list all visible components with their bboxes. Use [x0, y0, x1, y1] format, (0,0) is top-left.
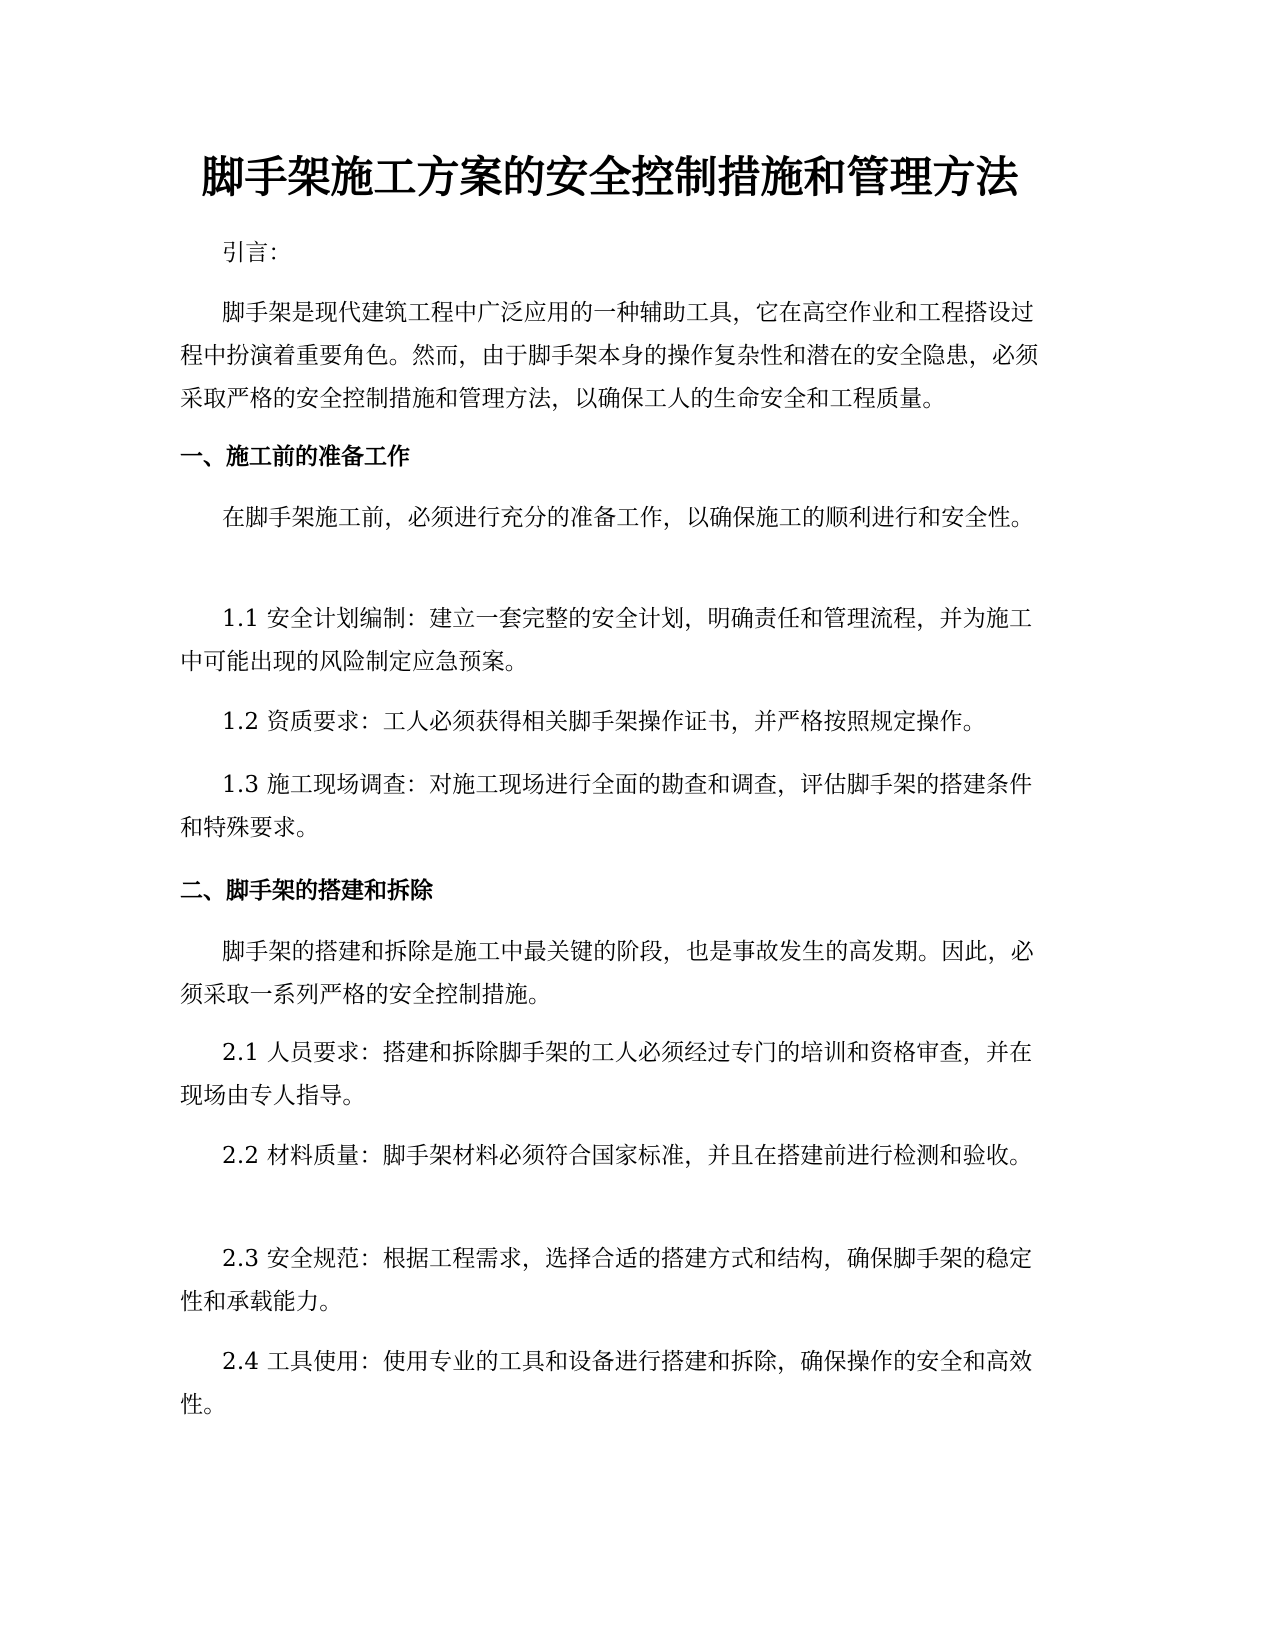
section-1-item-1: 1.1 安全计划编制：建立一套完整的安全计划，明确责任和管理流程，并为施工中可能出现的风险制定应急预案。: [180, 606, 1033, 675]
section-1-item-3: 1.3 施工现场调查：对施工现场进行全面的勘查和调查，评估脚手架的搭建条件和特殊要求。: [180, 772, 1033, 841]
section-1-intro: 在脚手架施工前，必须进行充分的准备工作，以确保施工的顺利进行和安全性。: [222, 505, 1034, 531]
section-2-item-4: 2.4 工具使用：使用专业的工具和设备进行搭建和拆除，确保操作的安全和高效性。: [180, 1349, 1033, 1418]
section-2-item-1: 2.1 人员要求：搭建和拆除脚手架的工人必须经过专门的培训和资格审查，并在现场由专人指导。: [180, 1040, 1033, 1109]
intro-label: 引言：: [222, 240, 292, 266]
section-2-heading: 二、脚手架的搭建和拆除: [180, 878, 433, 904]
document-title: 脚手架施工方案的安全控制措施和管理方法: [201, 153, 1019, 203]
section-2-intro: 脚手架的搭建和拆除是施工中最关键的阶段，也是事故发生的高发期。因此，必须采取一系列严格的安全控制措施。: [180, 939, 1034, 1008]
section-2-item-2: 2.2 材料质量：脚手架材料必须符合国家标准，并且在搭建前进行检测和验收。: [222, 1143, 1033, 1169]
intro-paragraph: 脚手架是现代建筑工程中广泛应用的一种辅助工具，它在高空作业和工程搭设过程中扮演着重要角色。然而，由于脚手架本身的操作复杂性和潜在的安全隐患，必须采取严格的安全控制措施和管理方法，以确保工人的生命安全和工程质量。: [180, 300, 1039, 412]
section-1-heading: 一、施工前的准备工作: [180, 444, 410, 470]
section-2-item-3: 2.3 安全规范：根据工程需求，选择合适的搭建方式和结构，确保脚手架的稳定性和承载能力。: [180, 1246, 1033, 1315]
section-1-item-2: 1.2 资质要求：工人必须获得相关脚手架操作证书，并严格按照规定操作。: [222, 709, 986, 735]
